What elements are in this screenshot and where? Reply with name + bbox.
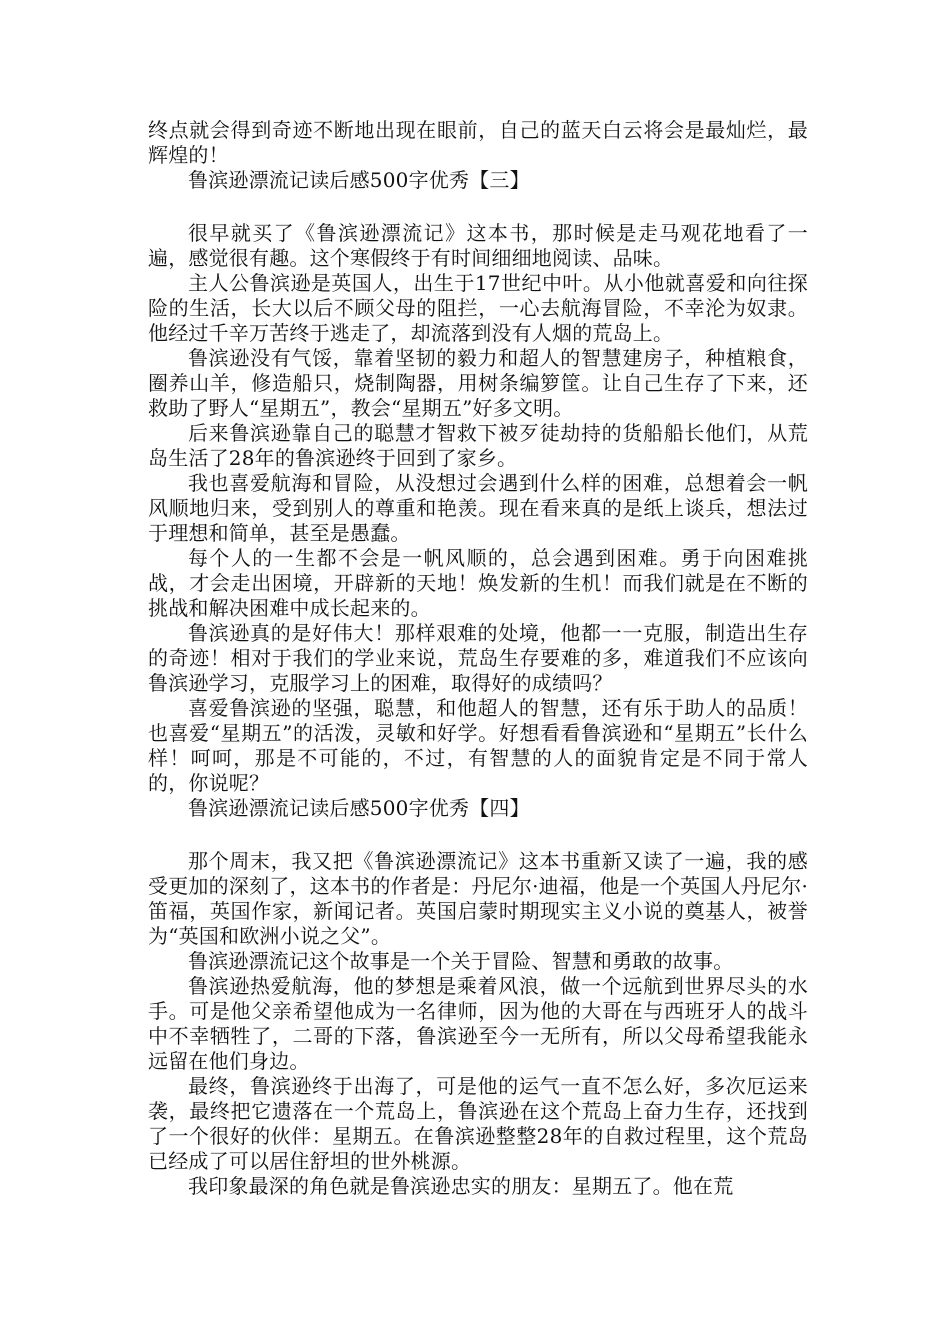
section-4-spacer [148, 821, 808, 849]
section-3-paragraph: 我也喜爱航海和冒险，从没想过会遇到什么样的困难，总想着会一帆风顺地归来，受到别人的尊重和艳羡。现在看来真的是纸上谈兵，想法过于理想和简单，甚至是愚蠢。 [148, 471, 808, 545]
section-4-paragraph: 鲁滨逊热爱航海，他的梦想是乘着风浪，做一个远航到世界尽头的水手。可是他父亲希望他成为一名律师，因为他的大哥在与西班牙人的战斗中不幸牺牲了，二哥的下落，鲁滨逊至今一无所有，所以父母希望我能永远留在他们身边。 [148, 974, 808, 1073]
section-4-paragraph: 我印象最深的角色就是鲁滨逊忠实的朋友：星期五了。他在荒 [188, 1174, 734, 1198]
section-3-paragraph: 每个人的一生都不会是一帆风顺的，总会遇到困难。勇于向困难挑战，才会走出困境，开辟新的天地！焕发新的生机！而我们就是在不断的挑战和解决困难中成长起来的。 [148, 546, 808, 620]
section-4-paragraph: 那个周末，我又把《鲁滨逊漂流记》这本书重新又读了一遍，我的感受更加的深刻了，这本书的作者是：丹尼尔·迪福，他是一个英国人丹尼尔·笛福，英国作家，新闻记者。英国启蒙时期现实主义小说的奠基人，被誉为“英国和欧洲小说之父”。 [148, 849, 808, 948]
section-3-paragraph: 很早就买了《鲁滨逊漂流记》这本书，那时候是走马观花地看了一遍，感觉很有趣。这个寒假终于有时间细细地阅读、品味。 [148, 221, 808, 270]
section-3-paragraph: 后来鲁滨逊靠自己的聪慧才智救下被歹徒劫持的货船船长他们，从荒岛生活了28年的鲁滨逊终于回到了家乡。 [148, 421, 808, 470]
section-3-spacer [148, 193, 808, 221]
section-4-paragraph: 鲁滨逊漂流记这个故事是一个关于冒险、智慧和勇敢的故事。 [188, 949, 734, 973]
section-3-paragraph: 鲁滨逊没有气馁，靠着坚韧的毅力和超人的智慧建房子，种植粮食，圈养山羊，修造船只，烧制陶器，用树条编箩筐。让自己生存了下来，还救助了野人“星期五”，教会“星期五”好多文明。 [148, 346, 808, 420]
section-4-paragraph: 最终，鲁滨逊终于出海了，可是他的运气一直不怎么好，多次厄运来袭，最终把它遗落在一个荒岛上，鲁滨逊在这个荒岛上奋力生存，还找到了一个很好的伙伴：星期五。在鲁滨逊整整28年的自救过程里，这个荒岛已经成了可以居住舒坦的世外桃源。 [148, 1074, 808, 1173]
opening-paragraph: 终点就会得到奇迹不断地出现在眼前，自己的蓝天白云将会是最灿烂，最辉煌的！ [148, 118, 808, 167]
section-3-paragraph: 喜爱鲁滨逊的坚强，聪慧，和他超人的智慧，还有乐于助人的品质！也喜爱“星期五”的活泼，灵敏和好学。好想看看鲁滨逊和“星期五”长什么样！呵呵，那是不可能的，不过，有智慧的人的面貌肯定是不同于常人的，你说呢？ [148, 696, 808, 795]
section-3-paragraph: 主人公鲁滨逊是英国人，出生于17世纪中叶。从小他就喜爱和向往探险的生活，长大以后不顾父母的阻拦，一心去航海冒险，不幸沦为奴隶。他经过千辛万苦终于逃走了，却流落到没有人烟的荒岛上。 [148, 271, 808, 345]
section-3-paragraph: 鲁滨逊真的是好伟大！那样艰难的处境，他都一一克服，制造出生存的奇迹！相对于我们的学业来说，荒岛生存要难的多，难道我们不应该向鲁滨逊学习，克服学习上的困难，取得好的成绩吗？ [148, 621, 808, 695]
section-4-heading: 鲁滨逊漂流记读后感500字优秀【四】 [188, 796, 530, 820]
section-3-heading: 鲁滨逊漂流记读后感500字优秀【三】 [188, 168, 530, 192]
document-page [148, 118, 808, 1199]
